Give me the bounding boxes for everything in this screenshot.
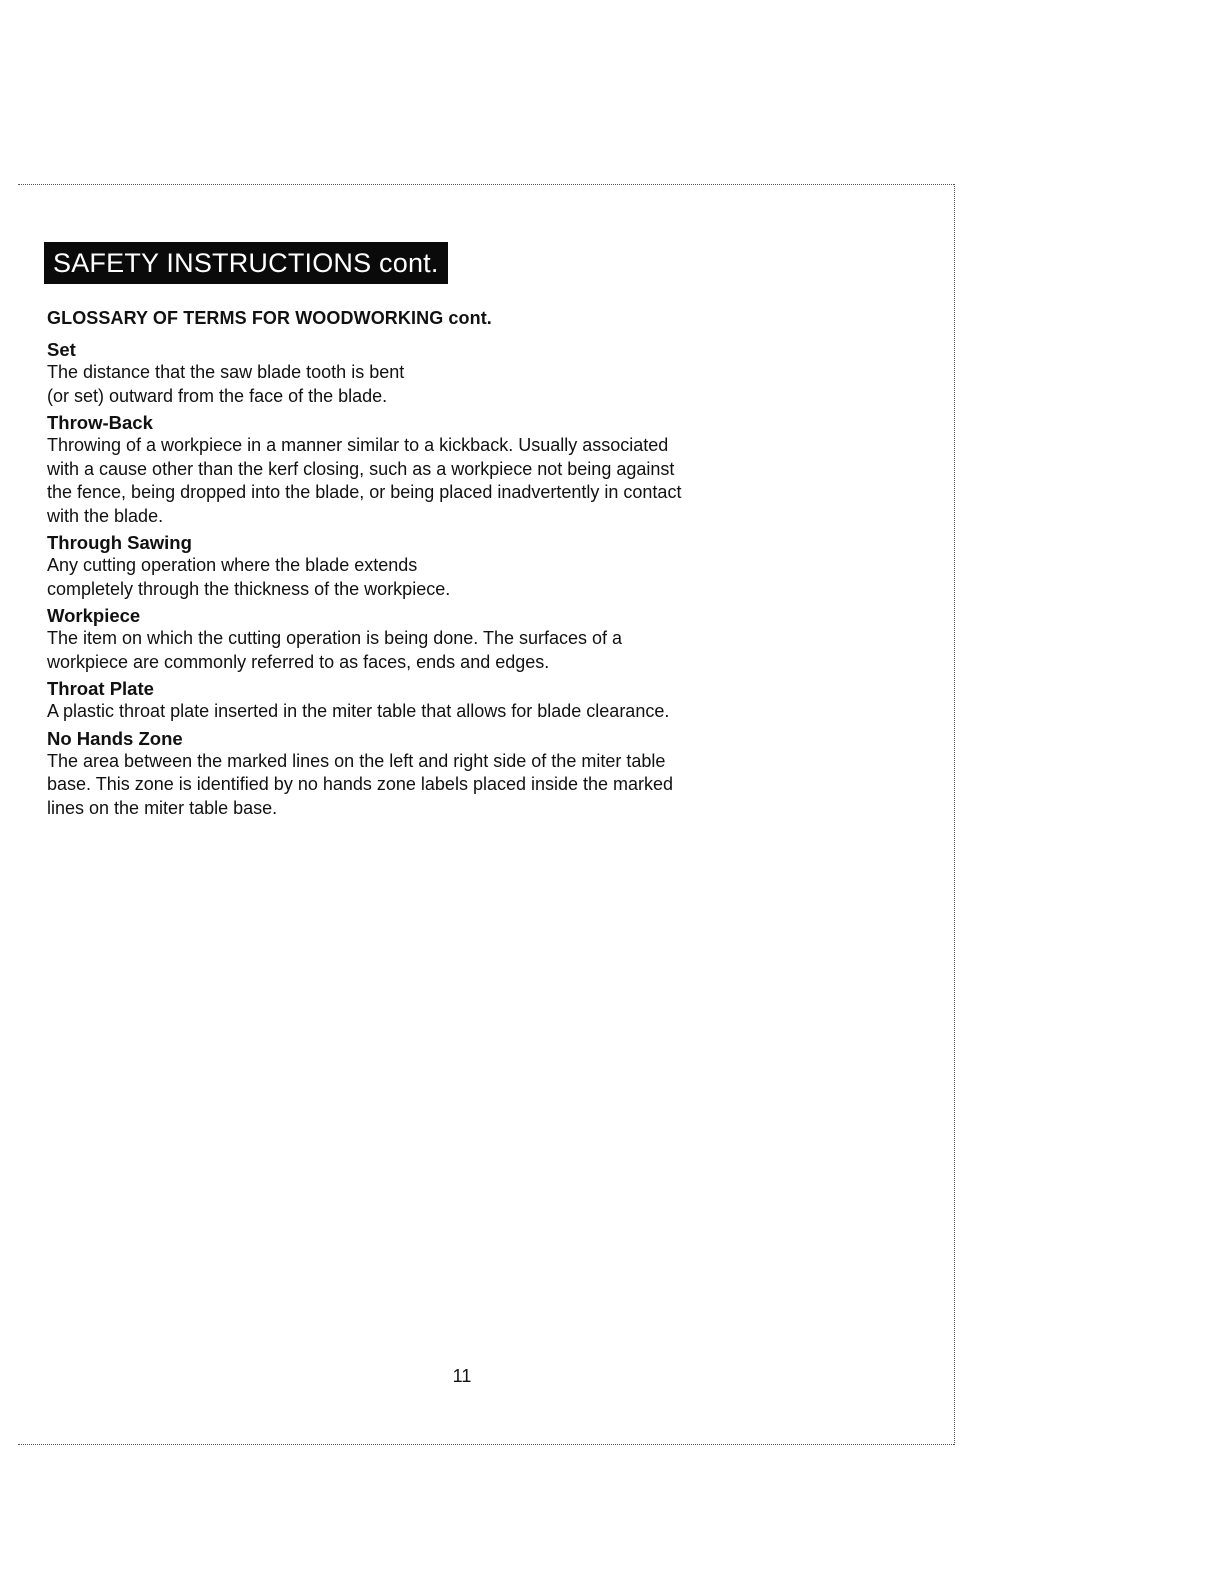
- term-title: Workpiece: [47, 605, 141, 626]
- term-title: Throat Plate: [47, 678, 154, 699]
- section-banner: SAFETY INSTRUCTIONS cont.: [44, 242, 448, 284]
- term-definition: A plastic throat plate inserted in the miter table that allows for blade clearance.: [47, 701, 670, 721]
- term-title: No Hands Zone: [47, 727, 183, 749]
- frame-right-rule: [954, 184, 955, 1445]
- glossary-term-throw-back: [47, 412, 807, 528]
- frame-top-rule: [18, 184, 954, 185]
- glossary-term-set: [47, 339, 807, 408]
- glossary-section: [47, 306, 807, 824]
- term-title: Set: [47, 339, 76, 360]
- page-number: 11: [452, 1366, 472, 1386]
- term-definition: The area between the marked lines on the left and right side of the miter table base. This zone is identified by no hands zone labels placed inside the marked lines on the miter table base.: [47, 750, 674, 818]
- glossary-heading: GLOSSARY OF TERMS FOR WOODWORKING cont.: [47, 308, 492, 328]
- term-definition: The distance that the saw blade tooth is bent (or set) outward from the face of the blade.: [47, 362, 405, 406]
- glossary-term-throat-plate: [47, 678, 807, 724]
- glossary-term-workpiece: [47, 605, 807, 674]
- glossary-term-through-sawing: [47, 532, 807, 601]
- term-title: Throw-Back: [47, 412, 153, 433]
- term-definition: The item on which the cutting operation is being done. The surfaces of a workpiece are commonly referred to as faces, ends and edges.: [47, 628, 623, 672]
- frame-bottom-rule: [18, 1444, 954, 1445]
- term-definition: Any cutting operation where the blade extends completely through the thickness of the workpiece.: [47, 555, 451, 599]
- term-definition: Throwing of a workpiece in a manner similar to a kickback. Usually associated with a cause other than the kerf closing, such as a workpiece not being against the fence, being dropped into the blade, or being placed inadvertently in contact with the blade.: [47, 435, 682, 526]
- glossary-term-no-hands-zone: [47, 728, 807, 821]
- term-title: Through Sawing: [47, 532, 192, 553]
